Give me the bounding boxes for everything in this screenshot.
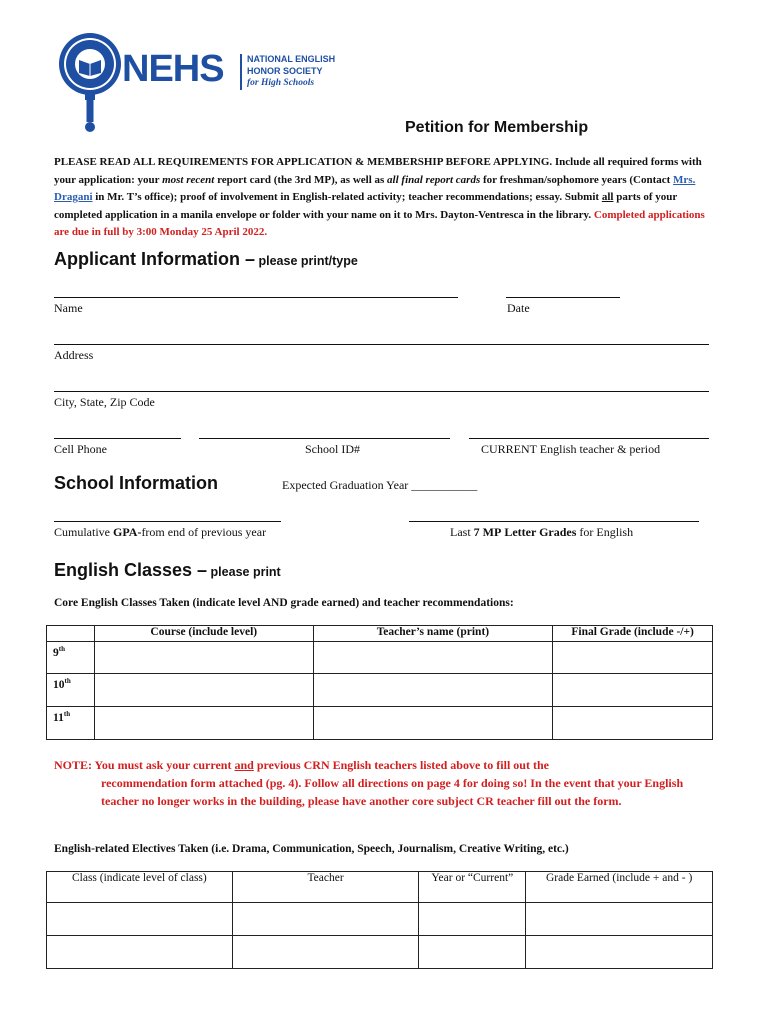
current-teacher-label: CURRENT English teacher & period xyxy=(481,442,661,456)
logo-acronym: NEHS xyxy=(122,48,224,90)
name-label: Name xyxy=(54,301,83,315)
final-grade-cell[interactable] xyxy=(553,674,713,707)
electives-caption: English-related Electives Taken (i.e. Drama, Communication, Speech, Journalism, Creative Writing, etc.) xyxy=(54,843,569,855)
table-header-cell: Teacher’s name (print) xyxy=(313,626,553,642)
contact-link[interactable]: Mrs. Dragani xyxy=(54,173,696,204)
table-row xyxy=(47,903,713,936)
table-header-cell: Year or “Current” xyxy=(419,872,526,903)
school-id-label: School ID# xyxy=(305,442,360,456)
mp-grades-field[interactable] xyxy=(409,521,699,522)
english-heading: English Classes – please print xyxy=(54,560,281,580)
cell-phone-field[interactable] xyxy=(54,438,181,439)
course-cell[interactable] xyxy=(94,674,313,707)
gpa-field[interactable] xyxy=(54,521,281,522)
table-row xyxy=(47,707,713,740)
nehs-seal-logo xyxy=(58,30,122,134)
electives-table xyxy=(46,871,713,969)
table-header-cell: Course (include level) xyxy=(94,626,313,642)
teacher-cell[interactable] xyxy=(313,674,553,707)
school-heading: School Information xyxy=(54,473,218,493)
school-id-field[interactable] xyxy=(199,438,450,439)
table-row xyxy=(47,936,713,969)
grade-level-label: 11th xyxy=(47,707,95,740)
gpa-label: Cumulative GPA-from end of previous year xyxy=(54,525,267,539)
recommendation-note: NOTE: You must ask your current and previous CRN English teachers listed above to fill out the recommendation form attached (pg. 4). Follow all directions on page 4 for doing so! In the event that your English teacher no longer works in the building, please have another core subject CR teacher fill out the form. xyxy=(54,758,684,808)
deadline-text: Completed applications are due in full by 3:00 Monday 25 April 2022. xyxy=(54,208,705,239)
course-cell[interactable] xyxy=(94,707,313,740)
current-teacher-field[interactable] xyxy=(469,438,709,439)
logo-divider xyxy=(240,54,242,90)
name-field[interactable] xyxy=(54,297,458,298)
final-grade-cell[interactable] xyxy=(553,642,713,674)
teacher-cell[interactable] xyxy=(313,642,553,674)
table-row xyxy=(47,642,713,674)
core-classes-table xyxy=(46,625,713,740)
logo-line-1: NATIONAL ENGLISH xyxy=(247,54,336,64)
cell-phone-label: Cell Phone xyxy=(54,442,107,456)
page-title: Petition for Membership xyxy=(405,119,589,136)
table-header-cell: Teacher xyxy=(232,872,419,903)
logo-line-3: for High Schools xyxy=(247,78,315,88)
grade-level-label: 10th xyxy=(47,674,95,707)
elective-class-cell[interactable] xyxy=(47,936,233,969)
elective-grade-cell[interactable] xyxy=(526,936,713,969)
date-field[interactable] xyxy=(506,297,620,298)
city-state-zip-field[interactable] xyxy=(54,391,709,392)
elective-teacher-cell[interactable] xyxy=(232,936,419,969)
table-header-row xyxy=(47,626,713,642)
table-header-cell: Class (indicate level of class) xyxy=(47,872,233,903)
table-header-cell xyxy=(47,626,95,642)
address-label: Address xyxy=(54,348,94,362)
grade-level-label: 9th xyxy=(47,642,95,674)
elective-year-cell[interactable] xyxy=(419,903,526,936)
date-label: Date xyxy=(507,301,530,315)
elective-year-cell[interactable] xyxy=(419,936,526,969)
applicant-heading: Applicant Information – please print/type xyxy=(54,249,358,269)
table-header-cell: Grade Earned (include + and - ) xyxy=(526,872,713,903)
elective-grade-cell[interactable] xyxy=(526,903,713,936)
final-grade-cell[interactable] xyxy=(553,707,713,740)
table-row xyxy=(47,674,713,707)
graduation-year-field[interactable]: Expected Graduation Year ___________ xyxy=(282,478,478,492)
instructions-paragraph: PLEASE READ ALL REQUIREMENTS FOR APPLICATION & MEMBERSHIP BEFORE APPLYING. Include all required forms with your application: your most recent report card (the 3rd MP), as well as all final report cards for freshman/sophomore years (Contact Mrs. Dragani in Mr. T’s office); proof of involvement in English-related activity; teacher recommendations; essay. Submit all parts of your completed application in a manila envelope or folder with your name on it to Mrs. Dayton-Ventresca in the library. Completed applications are due in full by 3:00 Monday 25 April 2022. xyxy=(54,156,705,239)
table-header-row xyxy=(47,872,713,903)
core-classes-caption: Core English Classes Taken (indicate level AND grade earned) and teacher recommendations: xyxy=(54,597,514,609)
logo-line-2: HONOR SOCIETY xyxy=(247,66,323,76)
course-cell[interactable] xyxy=(94,642,313,674)
address-field[interactable] xyxy=(54,344,709,345)
elective-teacher-cell[interactable] xyxy=(232,903,419,936)
table-header-cell: Final Grade (include -/+) xyxy=(553,626,713,642)
elective-class-cell[interactable] xyxy=(47,903,233,936)
city-state-zip-label: City, State, Zip Code xyxy=(54,395,155,409)
teacher-cell[interactable] xyxy=(313,707,553,740)
mp-grades-label: Last 7 MP Letter Grades for English xyxy=(450,525,634,539)
